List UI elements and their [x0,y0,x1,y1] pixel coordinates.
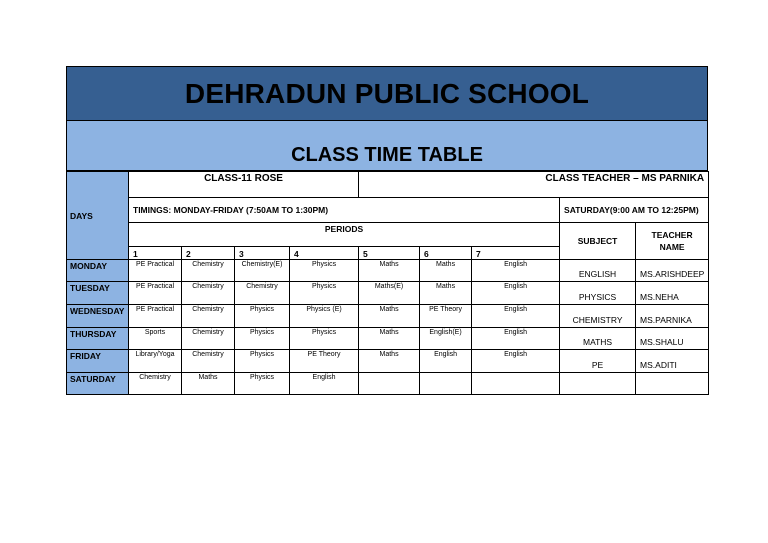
period-cell: Physics [235,328,290,350]
period-cell: Library/Yoga [129,350,182,373]
period-cell: Maths [359,328,420,350]
period-cell: Chemistry [182,328,235,350]
subject-cell: MATHS [560,328,636,350]
period-cell: PE Theory [420,305,472,328]
periods-header: PERIODS [129,223,560,247]
table-row [67,350,709,373]
period-cell: Physics [290,260,359,282]
subject-cell: CHEMISTRY [560,305,636,328]
period-number: 7 [472,247,560,260]
school-title: DEHRADUN PUBLIC SCHOOL [66,66,708,121]
period-cell: Maths [359,260,420,282]
teacher-cell: MS.NEHA [636,282,709,305]
period-cell: Physics [235,350,290,373]
period-cell: PE Practical [129,260,182,282]
period-cell: Chemistry(E) [235,260,290,282]
period-cell: PE Practical [129,305,182,328]
table-row [67,260,709,282]
day-label: THURSDAY [67,328,129,350]
period-cell: English [420,350,472,373]
period-cell: Maths [359,305,420,328]
timetable-title: CLASS TIME TABLE [66,121,708,171]
period-cell: Maths(E) [359,282,420,305]
timetable-sheet [66,66,708,395]
subject-cell [560,373,636,395]
period-cell: Maths [182,373,235,395]
day-label: SATURDAY [67,373,129,395]
period-cell: Sports [129,328,182,350]
period-cell: Chemistry [182,282,235,305]
period-cell: Chemistry [182,350,235,373]
period-cell: English(E) [420,328,472,350]
subject-header: SUBJECT [560,223,636,260]
period-cell: English [472,260,560,282]
period-cell: Maths [359,350,420,373]
period-cell: Physics [235,373,290,395]
period-cell: Physics (E) [290,305,359,328]
days-header: DAYS [67,172,129,260]
timetable-grid [66,171,709,395]
period-cell: English [472,282,560,305]
period-number: 1 [129,247,182,260]
period-number: 2 [182,247,235,260]
day-label: TUESDAY [67,282,129,305]
period-cell [359,373,420,395]
period-cell: Chemistry [235,282,290,305]
period-cell: Maths [420,282,472,305]
subject-cell: ENGLISH [560,260,636,282]
period-cell: English [472,305,560,328]
period-cell: Maths [420,260,472,282]
subject-cell: PHYSICS [560,282,636,305]
day-label: FRIDAY [67,350,129,373]
table-row [67,328,709,350]
period-number: 6 [420,247,472,260]
period-cell: English [290,373,359,395]
period-cell: English [472,350,560,373]
table-row [67,305,709,328]
period-cell: English [472,328,560,350]
class-label: CLASS-11 ROSE [129,172,359,198]
period-cell: Physics [235,305,290,328]
period-cell: Physics [290,328,359,350]
period-cell: Chemistry [182,260,235,282]
table-row [67,373,709,395]
period-number: 4 [290,247,359,260]
day-label: WEDNESDAY [67,305,129,328]
day-label: MONDAY [67,260,129,282]
period-cell: Chemistry [182,305,235,328]
class-teacher: CLASS TEACHER – MS PARNIKA [359,172,709,198]
period-number: 5 [359,247,420,260]
period-cell: PE Theory [290,350,359,373]
table-row [67,282,709,305]
teacher-cell: MS.PARNIKA [636,305,709,328]
period-cell [472,373,560,395]
teacher-name-header: TEACHER NAME [636,223,709,260]
subject-cell: PE [560,350,636,373]
period-cell [420,373,472,395]
period-cell: Physics [290,282,359,305]
teacher-cell [636,373,709,395]
period-cell: PE Practical [129,282,182,305]
period-cell: Chemistry [129,373,182,395]
timings-weekday: TIMINGS: MONDAY-FRIDAY (7:50AM TO 1:30PM) [129,198,560,223]
teacher-cell: MS.ADITI [636,350,709,373]
teacher-cell: MS.SHALU [636,328,709,350]
period-number: 3 [235,247,290,260]
teacher-cell: MS.ARISHDEEP [636,260,709,282]
timings-saturday: SATURDAY(9:00 AM TO 12:25PM) [560,198,709,223]
